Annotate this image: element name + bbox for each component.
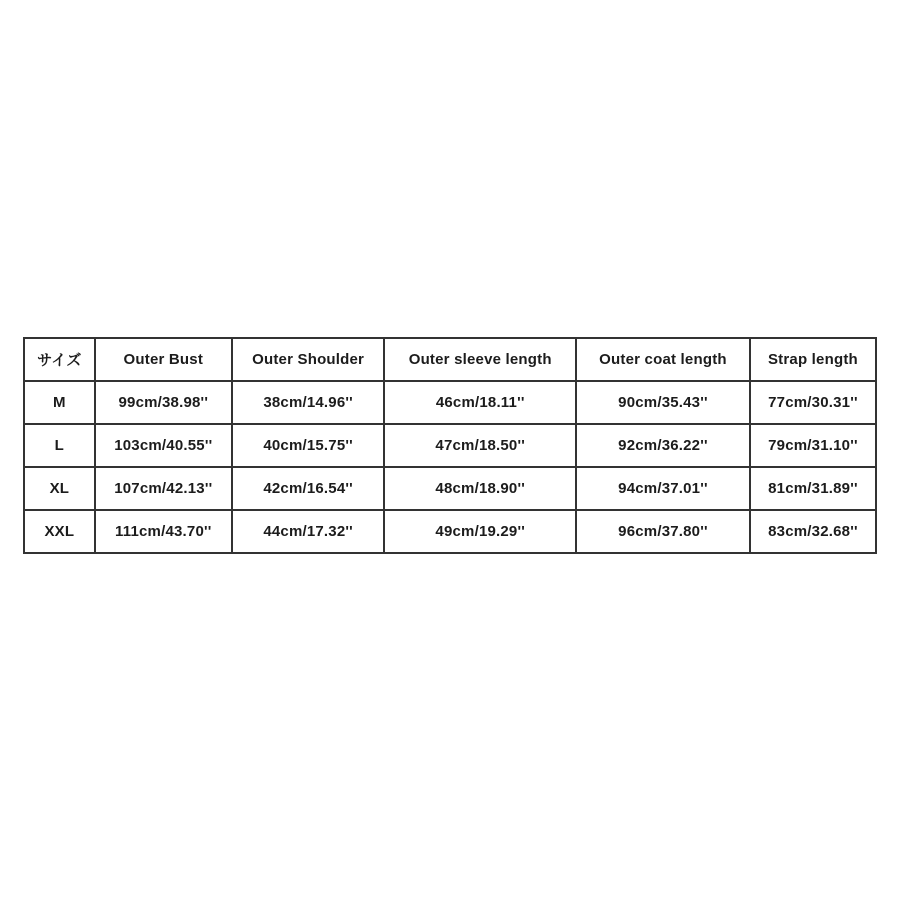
table-cell: 92cm/36.22'' bbox=[576, 424, 750, 467]
size-cell: XL bbox=[24, 467, 95, 510]
size-chart-table bbox=[23, 337, 877, 554]
table-cell: 46cm/18.11'' bbox=[384, 381, 576, 424]
table-cell: 83cm/32.68'' bbox=[750, 510, 876, 553]
table-cell: 90cm/35.43'' bbox=[576, 381, 750, 424]
table-cell: 94cm/37.01'' bbox=[576, 467, 750, 510]
header-cell-outer-coat-length: Outer coat length bbox=[576, 338, 750, 381]
size-cell: M bbox=[24, 381, 95, 424]
table-row-l bbox=[24, 424, 876, 467]
table-cell: 96cm/37.80'' bbox=[576, 510, 750, 553]
table-cell: 107cm/42.13'' bbox=[95, 467, 232, 510]
table-row-xxl bbox=[24, 510, 876, 553]
table-cell: 38cm/14.96'' bbox=[232, 381, 385, 424]
table-row-xl bbox=[24, 467, 876, 510]
table-cell: 48cm/18.90'' bbox=[384, 467, 576, 510]
table-cell: 47cm/18.50'' bbox=[384, 424, 576, 467]
size-chart bbox=[23, 337, 877, 554]
table-cell: 40cm/15.75'' bbox=[232, 424, 385, 467]
size-cell: L bbox=[24, 424, 95, 467]
table-cell: 44cm/17.32'' bbox=[232, 510, 385, 553]
table-cell: 77cm/30.31'' bbox=[750, 381, 876, 424]
header-cell-outer-shoulder: Outer Shoulder bbox=[232, 338, 385, 381]
table-cell: 79cm/31.10'' bbox=[750, 424, 876, 467]
header-cell-outer-bust: Outer Bust bbox=[95, 338, 232, 381]
table-cell: 103cm/40.55'' bbox=[95, 424, 232, 467]
header-row bbox=[24, 338, 876, 381]
header-cell-outer-sleeve-length: Outer sleeve length bbox=[384, 338, 576, 381]
table-cell: 99cm/38.98'' bbox=[95, 381, 232, 424]
table-cell: 49cm/19.29'' bbox=[384, 510, 576, 553]
table-row-m bbox=[24, 381, 876, 424]
table-cell: 81cm/31.89'' bbox=[750, 467, 876, 510]
header-cell-strap-length: Strap length bbox=[750, 338, 876, 381]
size-cell: XXL bbox=[24, 510, 95, 553]
table-cell: 42cm/16.54'' bbox=[232, 467, 385, 510]
table-cell: 111cm/43.70'' bbox=[95, 510, 232, 553]
header-cell-size: サイズ bbox=[24, 338, 95, 381]
